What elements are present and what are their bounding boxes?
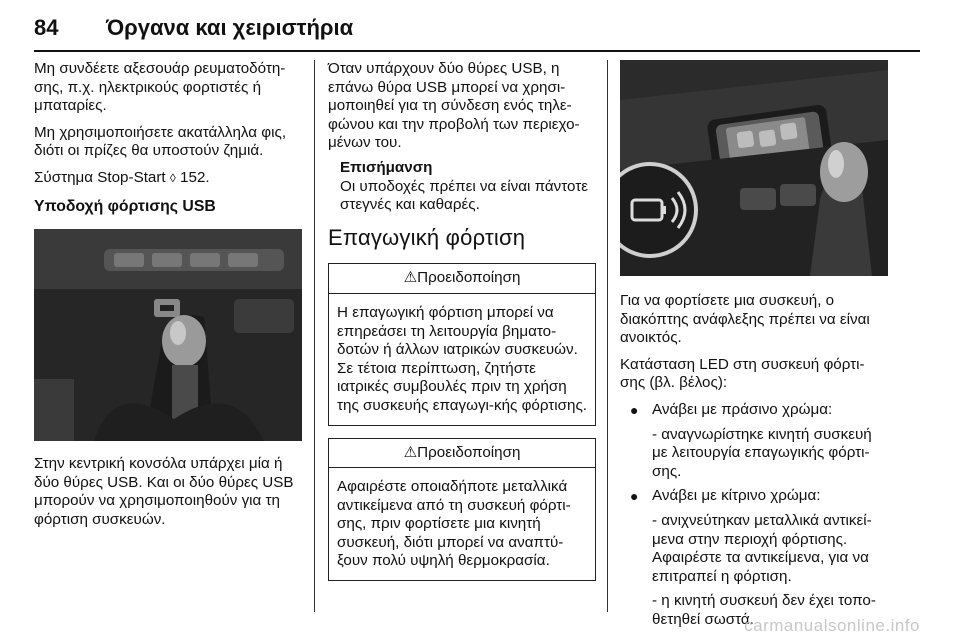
page-title: Όργανα και χειριστήρια (106, 15, 354, 40)
list-item (620, 487, 888, 506)
column-middle (328, 60, 596, 593)
watermark: carmanualsonline.info (744, 616, 920, 635)
paragraph: Κατάσταση LED στη συσκευή φόρτι-σης (βλ. βέλος): (620, 355, 865, 392)
column-divider (314, 60, 315, 612)
usb-console-photo (34, 229, 302, 441)
column-right (620, 60, 888, 636)
warning-text: Η επαγωγική φόρτιση μπορεί να επηρεάσει τη λειτουργία βηματο-δοτών ή άλλων ιατρικών συσκευών. Σε τέτοια περίπτωση, ζητήστε ιατρικές συμβουλές πριν τη χρήση της συσκευής επαγωγι-κής φόρτισης. (337, 303, 588, 414)
section-heading-inductive: Επαγωγική φόρτιση (328, 224, 526, 250)
cross-reference (34, 169, 302, 188)
warning-box (328, 438, 596, 582)
sub-item: - αναγνωρίστηκε κινητή συσκευή με λειτουργία επαγωγικής φόρτι-σης. (652, 425, 872, 480)
list-item-text: Ανάβει με πράσινο χρώμα: (652, 400, 833, 418)
paragraph: Μη χρησιμοποιήσετε ακατάλληλα φις, διότι οι πρίζες θα υποστούν ζημιά. (34, 123, 287, 160)
paragraph: Για να φορτίσετε μια συσκευή, ο διακόπτης ανάφλεξης πρέπει να είναι ανοικτός. (620, 292, 870, 347)
bullet-icon: ● (630, 488, 639, 505)
column-divider (607, 60, 608, 612)
sub-item: - η κινητή συσκευή δεν έχει τοπο-θετηθεί σωστά. (652, 592, 876, 628)
column-left (34, 60, 302, 538)
reference-page: 152. (180, 168, 210, 186)
sub-item: - ανιχνεύτηκαν μεταλλικά αντικεί-μενα στην περιοχή φόρτισης. Αφαιρέστε τα αντικείμενα, για να επιτραπεί η φόρτιση. (652, 511, 872, 585)
paragraph: Στην κεντρική κονσόλα υπάρχει μία ή δύο θύρες USB. Και οι δύο θύρες USB μπορούν να χρησιμοποιηθούν για τη φόρτιση συσκευών. (34, 455, 294, 528)
note-text: Οι υποδοχές πρέπει να είναι πάντοτε στεγνές και καθαρές. (340, 177, 589, 214)
warning-title: ⚠Προειδοποίηση (329, 264, 595, 294)
header-rule (34, 50, 920, 52)
wireless-charger-photo (620, 60, 888, 276)
note-box (340, 159, 596, 215)
bullet-icon: ● (630, 401, 639, 418)
list-item-text: Ανάβει με κίτρινο χρώμα: (652, 487, 821, 505)
page-header (34, 8, 353, 48)
section-heading-usb: Υποδοχή φόρτισης USB (34, 197, 216, 215)
warning-text: Αφαιρέστε οποιαδήποτε μεταλλικά αντικείμενα από τη συσκευή φόρτι-σης, πριν φορτίσετε μια κινητή συσκευή, διότι μπορεί να αναπτύ-ξουν πολύ υψηλή θερμοκρασία. (337, 478, 571, 570)
page-number: 84 (34, 15, 59, 40)
reference-text: Σύστημα Stop-Start (34, 168, 166, 186)
paragraph: Μη συνδέετε αξεσουάρ ρευματοδότη-σης, π.χ. ηλεκτρικούς φορτιστές ή μπαταρίες. (34, 60, 286, 115)
warning-box (328, 263, 596, 425)
reference-arrow-icon: ◊ (169, 170, 176, 185)
warning-title: ⚠Προειδοποίηση (329, 439, 595, 469)
list-item (620, 401, 888, 420)
paragraph: Όταν υπάρχουν δύο θύρες USB, η επάνω θύρα USB μπορεί να χρησι-μοποιηθεί για τη σύνδεση ενός τηλε-φώνου και την προβολή των περιεχο-μένων του. (328, 60, 580, 152)
note-title: Επισήμανση (340, 158, 433, 176)
